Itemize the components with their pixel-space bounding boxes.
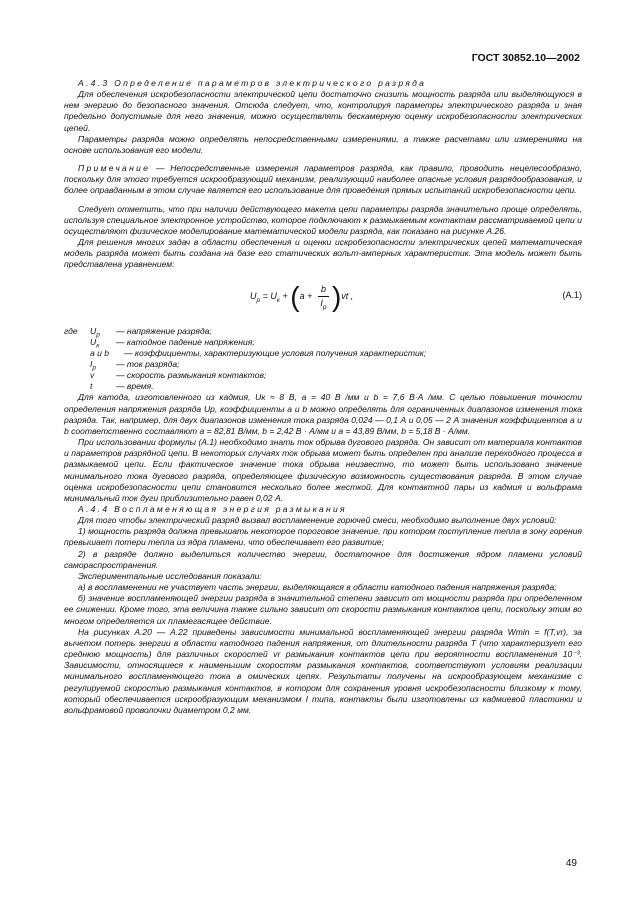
condition-item: 1) мощность разряда должна превышать некоторое пороговое значение, при котором поступление тепла в зону горения превышает потери тепла из ядра пламени, что обеспечивает его развитие; bbox=[64, 526, 582, 548]
formula-a: a bbox=[299, 290, 305, 301]
legend-text: — напряжение разряда; bbox=[116, 325, 212, 336]
formula-plus: + bbox=[282, 290, 288, 301]
condition-item: 2) в разряде должно выделиться количество энергии, достаточное для достижения ядром пламени условий самораспространения. bbox=[64, 548, 582, 570]
document-body bbox=[64, 78, 582, 716]
paragraph: Экспериментальные исследования показали: bbox=[78, 570, 262, 581]
legend-row bbox=[64, 359, 582, 370]
formula-legend bbox=[64, 326, 582, 393]
legend-text: — ток разряда; bbox=[116, 358, 180, 369]
paragraph: Следует отметить, что при наличии действующего макета цепи параметры разряда значительно проще определять, используя специальное электронное устройство, которое подключают к размыкаемым контактам рассматриваемой цепи и осуществляют физическое моделирование математической модели разряда, как показано на рисунке А.26. bbox=[64, 203, 582, 236]
paragraph: Для того чтобы электрический разряд вызвал воспламенение горючей смеси, необходимо выполнение двух условий: bbox=[78, 515, 557, 526]
note bbox=[64, 163, 582, 196]
paragraph: Для катода, изготовленного из кадмия, Uк ≈ 8 В, а = 40 В /мм и b = 7,6 В·А /мм. С целью повышения точности определения напряжения разряда Uр, коэффициенты а и b можно определять для ограниченных диапазонов изменения тока разряда. Так, например, для двух диапазонов изменения тока разряда 0,024 — 0,1 А и 0,05 — 2 А значения коэффициентов а и b соответственно составляют а = 82,81 В/мм, b = 2,42 В · А/мм и а = 43,89 В/мм, b = 5,18 В · А/мм. bbox=[64, 392, 582, 436]
fraction-numerator: b bbox=[318, 284, 329, 297]
left-paren-icon: ( bbox=[290, 280, 300, 312]
formula-lhs-sub: р bbox=[256, 296, 261, 304]
legend-symbol: $U_к$ bbox=[90, 336, 100, 350]
legend-symbol: t bbox=[90, 381, 93, 392]
paragraph: Для решения многих задач в области обеспечения и оценки искробезопасности электрических цепей математическая модель разряда может быть создана на базе его статических вольт-амперных характеристик. Эта модель может быть представлена уравнением: bbox=[64, 237, 582, 270]
legend-symbol: $I_р$ bbox=[90, 358, 96, 372]
formula-equals: = bbox=[262, 290, 268, 301]
legend-row bbox=[64, 370, 582, 381]
finding-item: а) в воспламенении не участвует часть энергии, выделяющаяся в области катодного падения напряжения разряда; bbox=[78, 582, 557, 593]
legend-row bbox=[64, 326, 582, 337]
legend-symbol: a и b bbox=[90, 347, 110, 358]
legend-symbol: $U_р$ bbox=[90, 325, 100, 339]
formula-number: (А.1) bbox=[562, 289, 582, 300]
legend-text: — катодное падение напряжения; bbox=[116, 336, 255, 347]
formula-uk: U bbox=[270, 290, 277, 301]
legend-where: где bbox=[64, 325, 78, 336]
formula-uk-sub: к bbox=[276, 296, 280, 304]
fraction-denominator: $I_р$ bbox=[320, 297, 327, 311]
right-paren-icon: ) bbox=[331, 280, 342, 312]
legend-symbol: v bbox=[90, 370, 95, 381]
legend-row bbox=[64, 348, 582, 359]
section-title-a43: А.4.3 Определение параметров электрического разряда bbox=[78, 78, 427, 88]
page-number: 49 bbox=[565, 858, 577, 869]
paragraph: На рисунках А.20 — А.22 приведены зависимости минимальной воспламеняющей энергии разряда Wmin = f(T,vr), за вычетом потерь энергии в области катодного падения напряжения, от длительности разряда T (что характеризует его среднюю мощность) для различных скоростей vr размыкания контактов цепи при вероятности воспламенения 10⁻³. Зависимости, относящиеся к наименьшим скоростям размыкания контактов, соответствуют условиям реализации минимального воспламеняющего тока в омических цепях. Результаты получены на искрообразующем механизме с регулируемой скоростью размыкания контактов, в котором для сохранения уровня искробезопасности близкому к тому, который обеспечивается искрообразующим механизмом I типа, контакты были изготовлены из кадмиевой пластинки и вольфрамовой проволочки диаметром 0,2 мм. bbox=[64, 626, 582, 715]
legend-text: — коэффициенты, характеризующие условия получения характеристик; bbox=[124, 347, 427, 358]
legend-row bbox=[64, 381, 582, 392]
formula-a1 bbox=[64, 278, 582, 322]
formula-tail: vt , bbox=[341, 290, 354, 301]
section-title-a44: А.4.4 Воспламеняющая энергия размыкания bbox=[78, 504, 347, 514]
standard-header: ГОСТ 30852.10—2002 bbox=[471, 52, 580, 64]
legend-row bbox=[64, 337, 582, 348]
paragraph: При использовании формулы (А.1) необходимо знать ток обрыва дугового разряда. Он зависит от материала контактов и параметров разрядной цепи. В некоторых случаях ток обрыва может быть определен при анализе переходного процесса в размыкаемой цепи. Если фактическое значение тока обрыва неизвестно, то может быть использовано значение минимального тока дугового разряда, определяющее физическую возможность существования разряда. В этом случае оценка искробезопасности цепи становится несколько более жесткой. Для контактной пары из кадмия и вольфрама минимальный ток дуги приблизительно равен 0,02 А. bbox=[64, 437, 582, 503]
formula-expression bbox=[250, 280, 354, 312]
formula-fraction bbox=[318, 284, 329, 309]
paragraph: Параметры разряда можно определять непосредственными измерениями, а также расчетами или измерениями на основе использования его модели. bbox=[64, 133, 582, 155]
formula-plus: + bbox=[307, 290, 313, 301]
note-text: — Непосредственные измерения параметров разряда, как правило, проводить нецелесообразно, поскольку для этого требуется искрообразующий механизм, реализующий наиболее опасные условия разрядообразования, и более оправданным в этом случае является его использование для проведения прямых испытаний искробезопасности цепи. bbox=[64, 163, 583, 196]
formula-lhs: U bbox=[250, 290, 257, 301]
legend-text: — время. bbox=[116, 381, 154, 392]
note-label: Примечание bbox=[78, 163, 151, 174]
paragraph: Для обеспечения искробезопасности электрической цепи достаточно снизить мощность разряда или выделяющуюся в нем энергию до безопасного значения. Отсюда следует, что, контролируя параметры электрического разряда и зная предельно допустимые для него значения, можно осуществлять бескамерную оценку искробезопасности электрических цепей. bbox=[64, 89, 582, 133]
legend-text: — скорость размыкания контактов; bbox=[116, 370, 267, 381]
finding-item: б) значение воспламеняющей энергии разряда в значительной степени зависит от мощности разряда при определенном ее снижении. Кроме того, эта величина также сильно зависит от скорости размыкания контактов цепи, поскольку этим во многом определяется их пламегасящее действие. bbox=[64, 593, 582, 626]
